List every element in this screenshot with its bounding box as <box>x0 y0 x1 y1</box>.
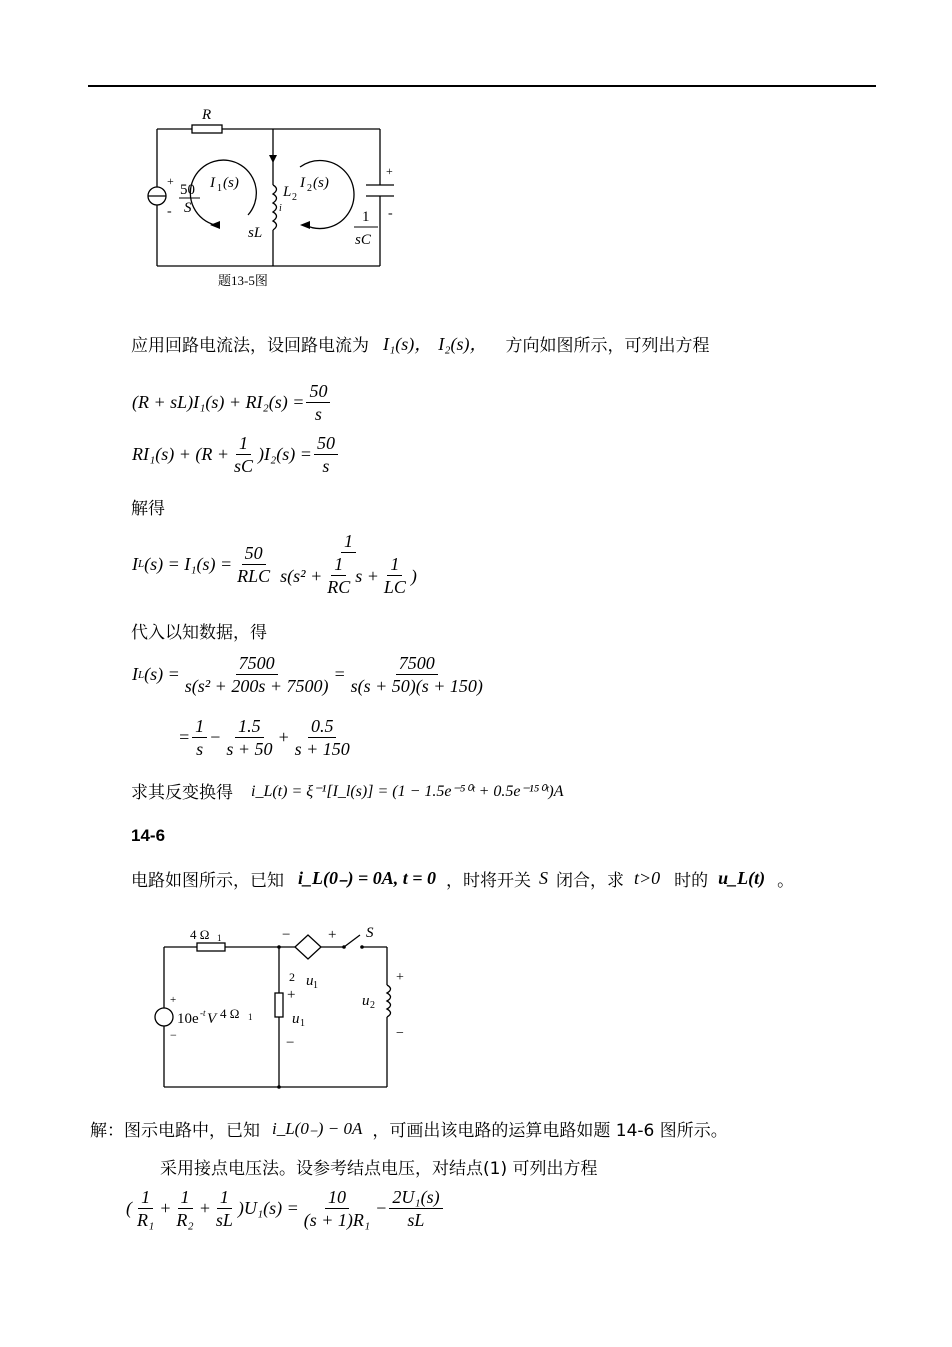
fig2-r2-plus: + <box>287 987 296 1003</box>
eq3-mid: (s) = I₁(s) = <box>144 553 233 574</box>
fig2-r2-minus: − <box>286 1035 295 1051</box>
p1-I1: I₁(s)， <box>383 334 433 354</box>
eq7-d4: (s + 1)R₁ <box>303 1210 371 1230</box>
fig1-I2: I <box>300 175 305 191</box>
eq7-d1: R₁ <box>137 1210 155 1230</box>
substitute-label: 代入以知数据，得 <box>131 623 267 643</box>
fig2-L-minus: − <box>396 1026 404 1041</box>
p1-tail: 方向如图所示，可列出方程 <box>505 335 710 356</box>
fig2-u1-top: u <box>306 973 314 989</box>
p2-cond: i_L(0₋) = 0A, t = 0 <box>298 868 437 888</box>
eq7-a: ( <box>126 1198 132 1218</box>
eq1-num: 50 <box>306 380 330 403</box>
fig2-src-exp: -t <box>200 1008 206 1018</box>
eq7-b: )U₁(s) = <box>237 1198 299 1218</box>
solve-label: 解得 <box>131 499 165 519</box>
eq5-plus: + <box>277 727 290 747</box>
equation-3 <box>132 530 422 598</box>
p2-a: 电路如图所示，已知 <box>131 871 284 891</box>
fig1-src-num: 50 <box>180 182 195 198</box>
fig1-L-sub: 2 <box>292 192 297 203</box>
eq3-d2b: s + <box>355 565 379 586</box>
eq3-d1: RLC <box>237 565 271 586</box>
eq3-d2fn: 1 <box>331 553 346 576</box>
eq7-d2: R₂ <box>176 1210 194 1230</box>
equation-5 <box>178 715 355 760</box>
fig1-I2-sub: 2 <box>307 183 312 194</box>
fig1-I1-sub: 1 <box>217 183 222 194</box>
eq4-d1: s(s² + 200s + 7500) <box>184 676 329 696</box>
eq7-n1: 1 <box>138 1186 153 1209</box>
eq2-fn: 1 <box>236 432 251 455</box>
fig1-src-den: S <box>184 200 192 216</box>
fig2-src-plus: + <box>170 994 177 1006</box>
fig2-u2: u <box>362 993 370 1009</box>
p1-text: 应用回路电流法，设回路电流为 <box>131 335 369 356</box>
fig2-src-V: V <box>207 1011 217 1027</box>
inv-label: 求其反变换得 <box>131 783 233 803</box>
eq4-eq: = <box>333 664 346 684</box>
solution-line <box>90 1116 728 1141</box>
circuit-figure-13-5 <box>140 95 410 295</box>
inverse-transform-line <box>131 778 563 803</box>
p2-d: 闭合，求 <box>556 871 625 891</box>
fig1-C-den: sC <box>355 232 371 248</box>
fig2-r1-sub: 1 <box>217 933 222 943</box>
sol-a: 解：图示电路中，已知 <box>90 1121 260 1141</box>
eq5-n2: 1.5 <box>235 715 264 738</box>
eq2-num: 50 <box>314 432 338 455</box>
problem-statement <box>131 866 794 891</box>
fig2-src: 10e <box>177 1011 199 1027</box>
eq3-d2fd: RC <box>327 577 351 597</box>
fig2-src-minus: − <box>170 1028 177 1042</box>
eq7-n4: 10 <box>325 1186 349 1209</box>
eq5-n3: 0.5 <box>308 715 337 738</box>
fig2-vcvs-minus: − <box>282 927 291 943</box>
eq3-I: I <box>132 553 138 574</box>
fig1-cap-plus: + <box>386 164 393 178</box>
eq4-sub: L <box>138 668 145 681</box>
fig1-src-plus: + <box>167 174 174 188</box>
eq2-b: )I₂(s) = <box>258 444 312 464</box>
p2-S: S <box>539 868 549 888</box>
fig1-C-num: 1 <box>362 209 370 225</box>
fig1-cap-minus: - <box>388 206 393 221</box>
eq2-fd: sC <box>234 456 254 476</box>
fig2-L-plus: + <box>396 970 404 985</box>
eq4-n1: 7500 <box>236 652 278 675</box>
eq7-n2: 1 <box>178 1186 193 1209</box>
eq5-minus: − <box>209 727 222 747</box>
equation-2 <box>132 432 340 477</box>
eq7-minus: − <box>375 1198 388 1218</box>
fig2-u1-sub: 1 <box>300 1018 305 1029</box>
eq4-lhs: (s) = <box>144 664 180 684</box>
p2-f: 时的 <box>674 871 709 891</box>
eq3-sub: L <box>138 558 145 570</box>
eq5-n1: 1 <box>192 715 207 738</box>
fig2-r2-sub: 1 <box>248 1012 253 1022</box>
eq7-n5: 2U₁(s) <box>389 1186 442 1209</box>
p2-t: t>0 <box>634 868 661 888</box>
circuit-figure-14-6 <box>140 915 430 1095</box>
fig1-I2-s: (s) <box>313 175 329 191</box>
fig1-R-label: R <box>202 107 212 123</box>
header-rule <box>88 85 876 87</box>
fig2-u1-top-sub: 1 <box>313 980 318 991</box>
eq5-d2: s + 50 <box>226 739 273 759</box>
section-heading-14-6: 14-6 <box>131 826 166 845</box>
fig2-vcvs-plus: + <box>328 927 337 943</box>
fig1-i: i <box>279 203 282 214</box>
p1-I2: I₂(s)， <box>438 334 488 354</box>
eq5-d1: s <box>196 739 204 759</box>
eq5-d3: s + 150 <box>294 739 350 759</box>
eq7-n3: 1 <box>217 1186 232 1209</box>
paragraph-loop-method <box>131 330 710 356</box>
p2-b: ，时将开关 <box>446 871 532 891</box>
fig1-I1: I <box>210 175 215 191</box>
sol-cond: i_L(0₋) − 0A <box>272 1118 363 1138</box>
eq2-den: s <box>322 456 330 476</box>
fig1-L: L <box>283 184 292 200</box>
eq1-den: s <box>314 404 322 424</box>
eq1-lhs: (R + sL)I₁(s) + RI₂(s) = <box>132 392 305 412</box>
eq3-d2gn: 1 <box>387 553 402 576</box>
fig1-I1-s: (s) <box>223 175 239 191</box>
eq4-n2: 7500 <box>396 652 438 675</box>
eq3-n2: 1 <box>341 530 356 553</box>
sol-b: ，可画出该电路的运算电路如题 14-6 图所示。 <box>372 1121 728 1141</box>
eq3-d2a: s(s² + <box>280 565 323 586</box>
equation-7: ( $\frac{1}{\text{R₁}}$ + $\frac{1}{\text{R₂}}$ + $\frac{1}{sL}$ )U₁(s) = $\frac{10}{\text{(s + 1)R₁}}$ − $\frac{\text{2U₁(s)}}{sL}$ <box>126 1186 445 1231</box>
fig1-sL: sL <box>248 225 263 241</box>
p2-g: 。 <box>777 871 795 891</box>
eq4-d2: s(s + 50)(s + 150) <box>350 676 483 696</box>
node-voltage-paragraph: 采用接点电压法。设参考结点电压，对结点(1) 可列出方程 <box>160 1159 598 1179</box>
eq7-d3: sL <box>215 1210 233 1230</box>
eq7-d5: sL <box>407 1210 425 1230</box>
fig2-switch-S: S <box>366 925 374 941</box>
equation-4 <box>132 652 488 697</box>
eq2-a: RI₁(s) + (R + <box>132 444 230 464</box>
fig2-node: 2 <box>289 970 295 984</box>
fig2-u2-sub: 2 <box>370 1000 375 1011</box>
fig2-u1: u <box>292 1011 300 1027</box>
eq5-eq: = <box>178 727 191 747</box>
eq4-I: I <box>132 664 138 684</box>
p2-uL: u_L(t) <box>718 868 766 888</box>
equation-1 <box>132 380 332 425</box>
fig2-r2: 4 Ω <box>220 1006 240 1021</box>
eq3-d2gd: LC <box>383 577 406 597</box>
fig1-caption: 题13-5图 <box>218 273 268 288</box>
eq3-n1: 50 <box>242 542 266 565</box>
inv-equation: i_L(t) = ξ⁻¹[I_l(s)] = (1 − 1.5e⁻⁵⁰ᵗ + 0.5e⁻¹⁵⁰ᵗ)A <box>251 782 564 800</box>
fig1-src-minus: - <box>167 204 172 219</box>
eq3-d2c: ) <box>410 565 417 586</box>
fig2-r1: 4 Ω <box>190 927 210 942</box>
